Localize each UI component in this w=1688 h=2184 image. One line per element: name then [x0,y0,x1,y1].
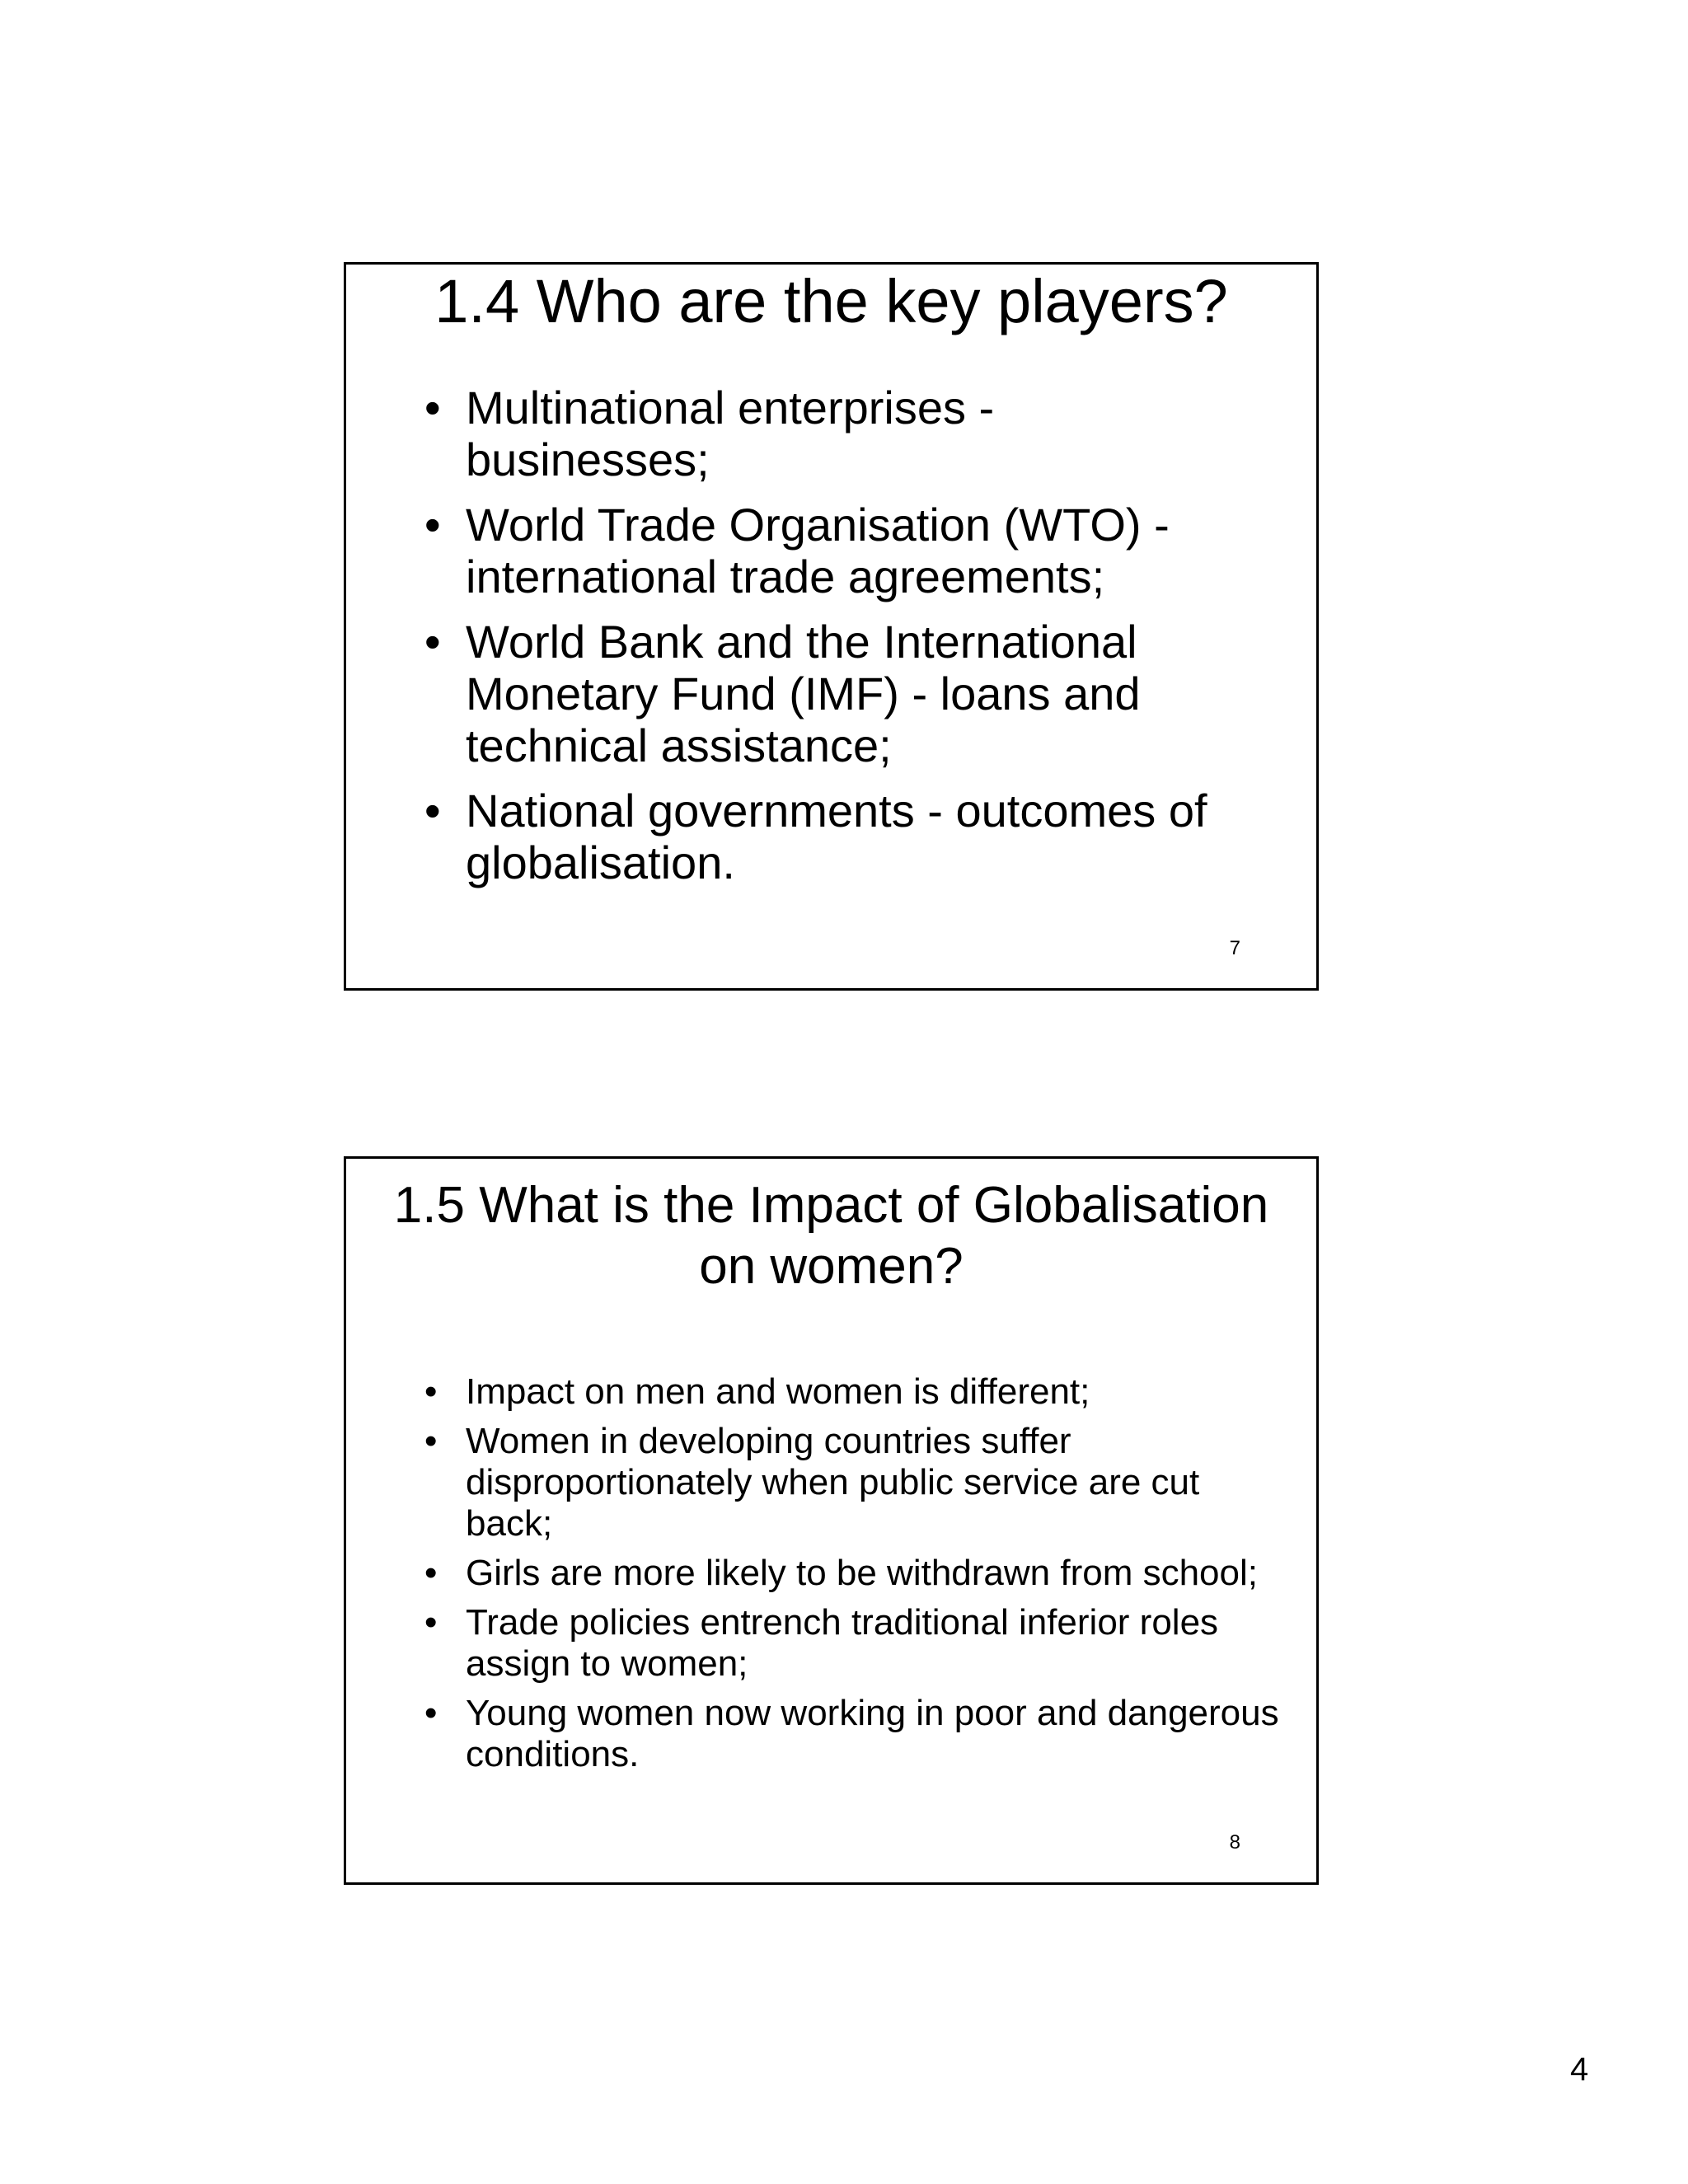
bullet-text: Multinational enterprises - businesses; [466,382,995,485]
bullet-icon: • [424,1602,438,1643]
slide-8 [344,1156,1319,1885]
list-item [424,785,1249,888]
bullet-text: World Trade Organisation (WTO) - international trade agreements; [466,499,1170,602]
bullet-list [424,382,1257,902]
bullet-icon: • [424,1421,438,1461]
bullet-icon: • [424,616,441,668]
bullet-icon: • [424,1371,438,1412]
slide-title: 1.4 Who are the key players? [434,267,1228,335]
bullet-text: Trade policies entrench traditional inferior roles assign to women; [466,1602,1219,1684]
bullet-text: Impact on men and women is different; [466,1371,1090,1412]
bullet-text: World Bank and the International Monetary Fund (IMF) - loans and technical assistance; [466,616,1141,771]
bullet-text: Women in developing countries suffer disproportionately when public service are cut back; [466,1421,1200,1544]
slide-title: 1.5 What is the Impact of Globalisation on women? [393,1177,1269,1295]
slide-number: 7 [1229,937,1240,959]
list-item [424,1421,1290,1544]
list-item [424,499,1249,602]
list-item [424,382,1249,485]
bullet-icon: • [424,382,441,434]
slide-number: 8 [1229,1831,1240,1854]
page-number: 4 [1570,2051,1589,2088]
bullet-text: National governments - outcomes of globalisation. [466,785,1207,888]
slide-7 [344,262,1319,991]
list-item [424,616,1249,771]
bullet-icon: • [424,499,441,551]
bullet-text: Girls are more likely to be withdrawn from school; [466,1553,1258,1593]
list-item [424,1602,1290,1685]
bullet-list [424,1371,1279,1783]
list-item [424,1371,1290,1413]
bullet-icon: • [424,1553,438,1593]
bullet-icon: • [424,785,441,837]
bullet-icon: • [424,1693,438,1733]
list-item [424,1693,1290,1775]
list-item [424,1553,1290,1594]
bullet-text: Young women now working in poor and dangerous conditions. [466,1693,1279,1774]
